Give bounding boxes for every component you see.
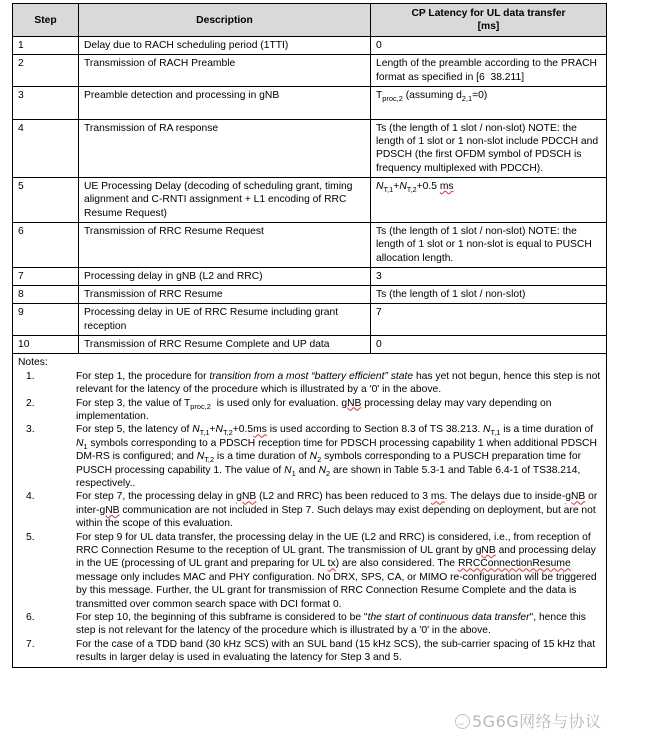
cell-description: Transmission of RRC Resume Request (79, 222, 371, 267)
cell-latency: Ts (the length of 1 slot / non-slot) NOTE: the length of 1 slot or 1 non-slot is equal to PUSCH allocation length. (371, 222, 607, 267)
note-item (18, 638, 602, 665)
note-item (18, 397, 602, 424)
cell-latency: 0 (371, 37, 607, 55)
cell-step: 6 (13, 222, 79, 267)
cell-latency: 0 (371, 336, 607, 354)
column-header-latency (371, 4, 607, 37)
cell-step: 4 (13, 119, 79, 177)
note-text: For step 10, the beginning of this subframe is considered to be "the start of continuous data transfer", hence this step is not relevant for the latency of the procedure which is illustrated by a '0' in the above. (76, 612, 586, 637)
table-row (13, 336, 607, 354)
table-row (13, 86, 607, 119)
note-number: 4. (26, 491, 35, 503)
cell-step: 3 (13, 86, 79, 119)
cell-description: UE Processing Delay (decoding of scheduling grant, timing alignment and C-RNTI assignment + L1 encoding of RRC Resume Request) (79, 178, 371, 223)
cell-latency: $T_{proc,2}$ (assuming $d_{2,1}=0$) (371, 86, 607, 119)
note-item (18, 611, 602, 638)
cp-latency-table (12, 3, 607, 668)
note-number: 1. (26, 370, 35, 382)
note-item (18, 531, 602, 611)
table-header-row (13, 4, 607, 37)
table-notes-row (13, 354, 607, 667)
cell-step: 1 (13, 37, 79, 55)
notes-title: Notes: (18, 357, 48, 369)
table-row (13, 55, 607, 87)
column-header-step: Step (13, 4, 79, 37)
table-row (13, 304, 607, 336)
column-header-latency-line2: [ms] (477, 21, 500, 32)
cell-latency: 7 (371, 304, 607, 336)
watermark-logo-icon (455, 714, 470, 729)
cell-latency: $N_{T,1}+N_{T,2}+0.5$ ms (371, 178, 607, 223)
cell-step: 8 (13, 286, 79, 304)
cell-description: Preamble detection and processing in gNB (79, 86, 371, 119)
cell-step: 10 (13, 336, 79, 354)
table-row (13, 286, 607, 304)
cell-description: Transmission of RRC Resume Complete and UP data (79, 336, 371, 354)
cell-description: Transmission of RRC Resume (79, 286, 371, 304)
document-body (12, 3, 606, 668)
note-number: 7. (26, 638, 35, 650)
cell-description: Transmission of RACH Preamble (79, 55, 371, 87)
note-text: For the case of a TDD band (30 kHz SCS) with an SUL band (15 kHz SCS), the sub-carrier spacing of 15 kHz that results in larger delay is used in evaluating the latency for Step 3 and 5. (76, 638, 596, 664)
table-body (13, 37, 607, 668)
cell-step: 9 (13, 304, 79, 336)
note-number: 5. (26, 531, 35, 543)
cell-latency: Ts (the length of 1 slot / non-slot) (371, 286, 607, 304)
column-header-latency-line1: CP Latency for UL data transfer (411, 8, 566, 19)
note-text: For step 3, the value of $T_{proc,2}$ is used only for evaluation. gNB processing delay may vary depending on implementation. (76, 397, 552, 422)
note-number: 3. (26, 424, 35, 436)
table-row (13, 37, 607, 55)
note-item (18, 423, 602, 490)
column-header-description: Description (79, 4, 371, 37)
notes-cell (13, 354, 607, 667)
table-header (13, 4, 607, 37)
table-row (13, 178, 607, 223)
cell-latency: Ts (the length of 1 slot / non-slot) NOTE: the length of 1 slot or 1 non-slot include PDCCH and PDSCH (the first OFDM symbol of PDSCH is frequency multiplexed with PDCCH). (371, 119, 607, 177)
note-text: For step 9 for UL data transfer, the processing delay in the UE (L2 and RRC) is considered, i.e., from reception of RRC Connection Resume to the reception of UL grant. The transmission of UL grant by gNB and processing delay in the UE (processing of UL grant and preparing for UL tx) are also considered. The RRCConnectionResume message only includes MAC and PHY configuration. No DRX, SPS, CA, or MIMO re-configuration will be triggered by this message. Further, the UL grant for transmission of RRC Connection Resume Complete and the data is transmitted over common search space with DCI format 0. (76, 531, 597, 610)
cell-description: Delay due to RACH scheduling period (1TTI) (79, 37, 371, 55)
note-number: 6. (26, 612, 35, 624)
note-text: For step 7, the processing delay in gNB (L2 and RRC) has been reduced to 3 ms. The delays due to inside-gNB or inter-gNB communication are not included in Step 7. Such delays may exist depending on deployment, but are not within the scope of this evaluation. (76, 491, 598, 530)
note-number: 2. (26, 397, 35, 409)
table-row (13, 119, 607, 177)
cell-description: Processing delay in gNB (L2 and RRC) (79, 267, 371, 285)
cell-step: 2 (13, 55, 79, 87)
note-text: For step 5, the latency of $N_{T,1}+N_{T,2}+0.5ms$ is used according to Section 8.3 of TS 38.213. $N_{T,1}$ is a time duration of $N_1$ symbols corresponding to a PDSCH reception time for PDSCH processing capability 1 when additional PDSCH DM-RS is configured; and $N_{T,2}$ is a time duration of $N_2$ symbols corresponding to a PUSCH preparation time for PUSCH processing capability 1. The value of $N_1$ and $N_2$ are shown in Table 5.3-1 and Table 6.4-1 of TS38.214, respectively.. (76, 424, 597, 489)
note-item (18, 370, 602, 397)
watermark-text: 5G6G网络与协议 (472, 712, 602, 731)
watermark (455, 709, 602, 732)
cell-description: Transmission of RA response (79, 119, 371, 177)
cell-description: Processing delay in UE of RRC Resume including grant reception (79, 304, 371, 336)
table-row (13, 222, 607, 267)
note-item (18, 490, 602, 530)
cell-latency: Length of the preamble according to the PRACH format as specified in [6 38.211] (371, 55, 607, 87)
cell-step: 5 (13, 178, 79, 223)
table-row (13, 267, 607, 285)
cell-latency: 3 (371, 267, 607, 285)
cell-step: 7 (13, 267, 79, 285)
note-text: For step 1, the procedure for transition from a most “battery efficient” state has yet not begun, hence this step is not relevant for the latency of the procedure which is illustrated by a '0' in the above. (76, 370, 601, 396)
